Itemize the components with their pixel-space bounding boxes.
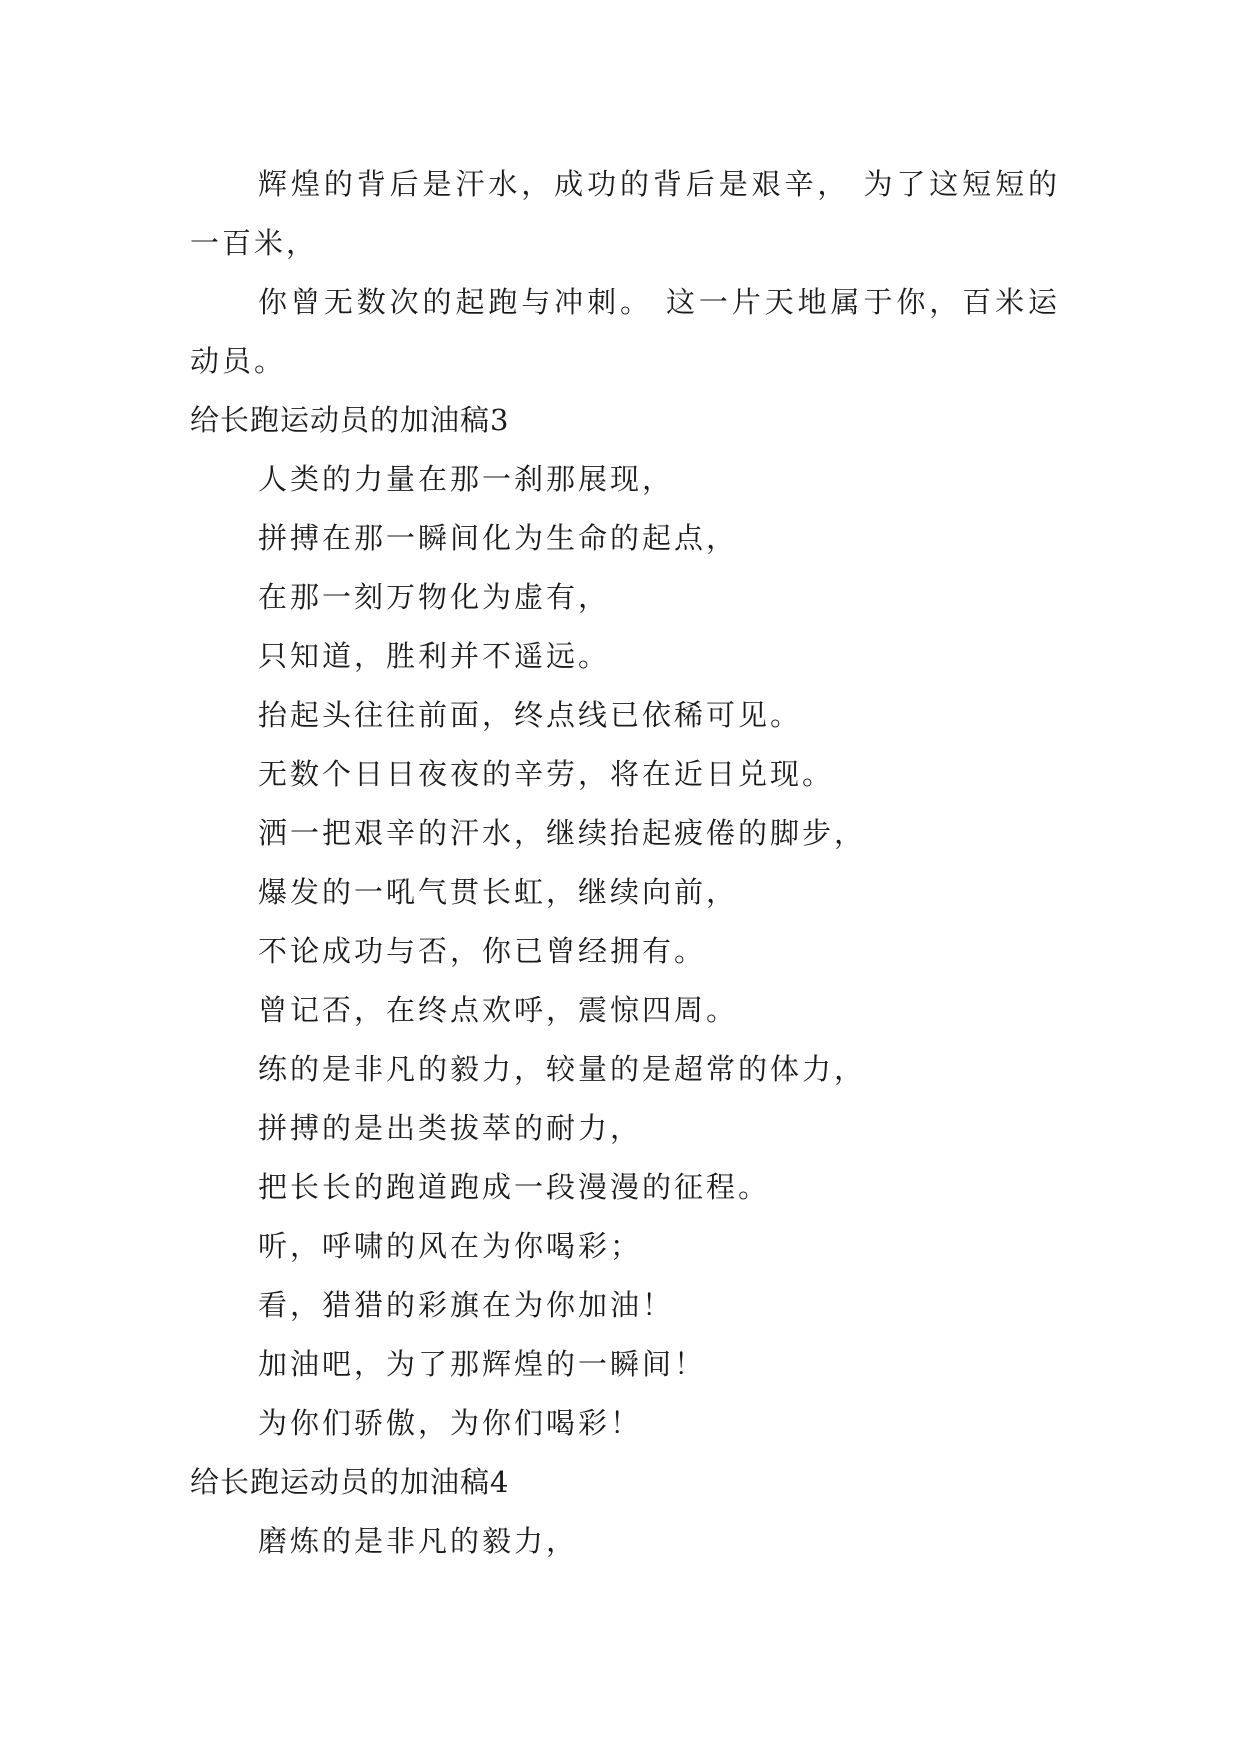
poem-line: 在那一刻万物化为虚有， xyxy=(258,580,611,614)
poem-line: 磨炼的是非凡的毅力， xyxy=(258,1524,579,1558)
poem-line: 抬起头往往前面，终点线已依稀可见。 xyxy=(258,698,803,732)
poem-line: 无数个日日夜夜的辛劳，将在近日兑现。 xyxy=(258,757,835,791)
poem-line: 听，呼啸的风在为你喝彩； xyxy=(258,1229,643,1263)
poem-line: 为你们骄傲，为你们喝彩！ xyxy=(258,1406,643,1440)
poem-line: 拼搏在那一瞬间化为生命的起点， xyxy=(258,521,739,555)
poem-line: 曾记否，在终点欢呼，震惊四周。 xyxy=(258,993,739,1027)
poem-line: 拼搏的是出类拔萃的耐力， xyxy=(258,1111,643,1145)
poem-line: 洒一把艰辛的汗水，继续抬起疲倦的脚步， xyxy=(258,816,867,850)
section-3-heading: 给长跑运动员的加油稿3 xyxy=(190,403,510,437)
poem-line: 练的是非凡的毅力，较量的是超常的体力， xyxy=(258,1052,867,1086)
poem-line: 看，猎猎的彩旗在为你加油！ xyxy=(258,1288,675,1322)
poem-line: 爆发的一吼气贯长虹，继续向前， xyxy=(258,875,739,909)
poem-line: 只知道，胜利并不遥远。 xyxy=(258,639,611,673)
intro-paragraph-1: 辉煌的背后是汗水，成功的背后是艰辛， 为了这短短的一百米， xyxy=(190,167,1060,260)
document-body xyxy=(190,155,1060,1571)
poem-line: 不论成功与否，你已曾经拥有。 xyxy=(258,934,707,968)
poem-line: 把长长的跑道跑成一段漫漫的征程。 xyxy=(258,1170,771,1204)
poem-line: 加油吧，为了那辉煌的一瞬间！ xyxy=(258,1347,707,1381)
section-4-heading: 给长跑运动员的加油稿4 xyxy=(190,1465,510,1499)
poem-line: 人类的力量在那一刹那展现， xyxy=(258,462,675,496)
intro-paragraph-2: 你曾无数次的起跑与冲刺。 这一片天地属于你，百米运动员。 xyxy=(190,285,1060,378)
